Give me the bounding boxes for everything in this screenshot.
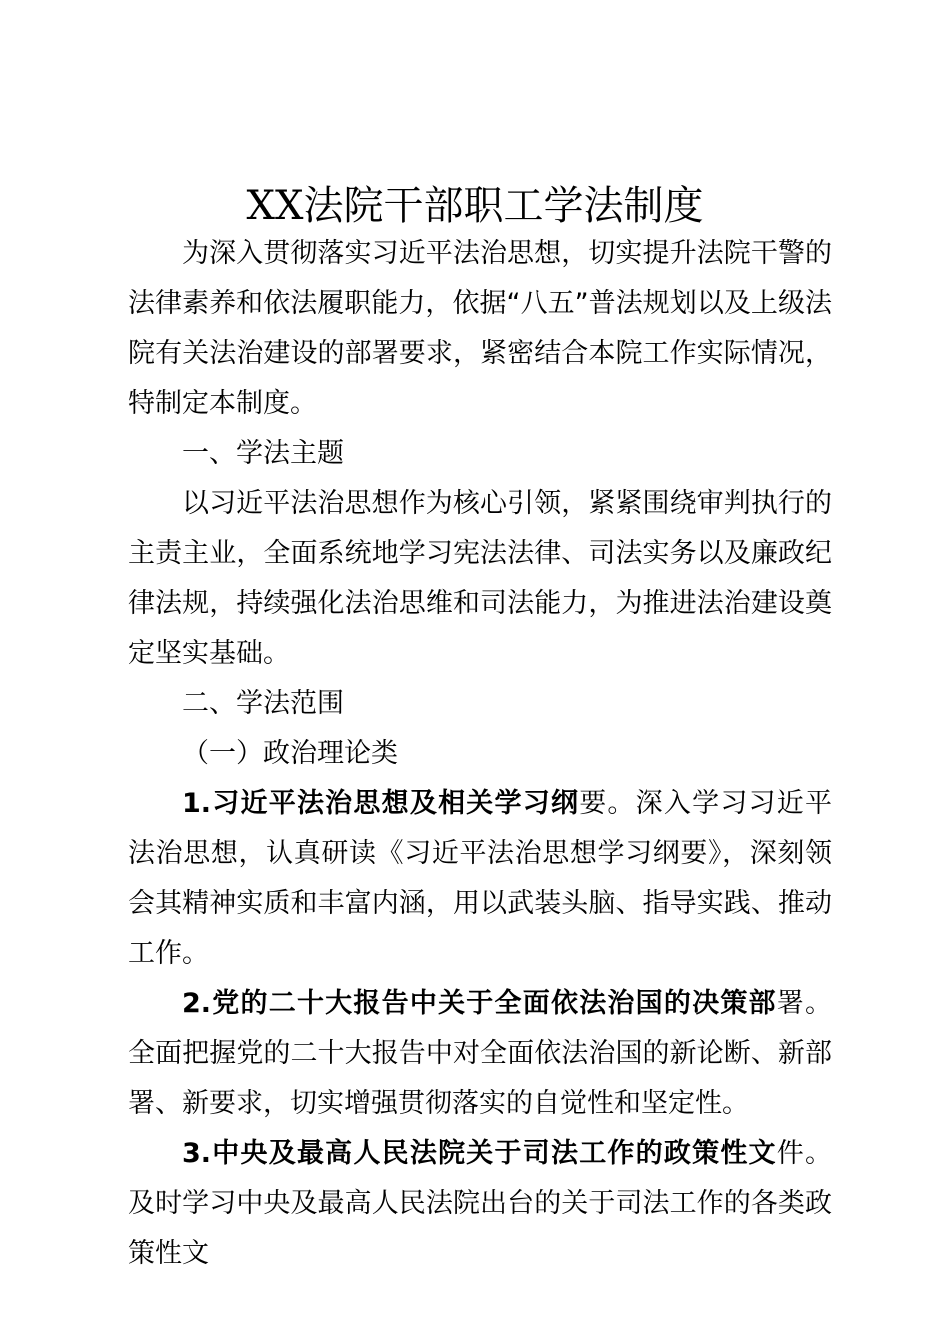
item-paragraph-2: [128, 979, 832, 1129]
theme-paragraph: 以习近平法治思想作为核心引领，紧紧围绕审判执行的主责主业，全面系统地学习宪法法律、司法实务以及廉政纪律法规，持续强化法治思维和司法能力，为推进法治建设奠定坚实基础。: [128, 488, 832, 669]
subsection-heading-politics: （一）政治理论类: [182, 738, 398, 769]
item-1-text: 要。深入学习习近平法治思想，认真研读《习近平法治思想学习纲要》，深刻领会其精神实质和丰富内涵，用以武装头脑、指导实践、推动工作。: [128, 788, 833, 969]
item-3-title: 3.中央及最高人民法院关于司法工作的政策性文: [182, 1138, 777, 1169]
item-1-title: 1.习近平法治思想及相关学习纲: [182, 788, 580, 819]
item-2-text: 署。全面把握党的二十大报告中对全面依法治国的新论断、新部署、新要求，切实增强贯彻落实的自觉性和坚定性。: [128, 988, 833, 1119]
section-heading-theme: 一、学法主题: [182, 438, 344, 469]
document-body: [128, 229, 832, 1279]
document-title: XX法院干部职工学法制度: [246, 183, 704, 229]
item-paragraph-3: [128, 1129, 832, 1279]
item-3-text: 件。及时学习中央及最高人民法院出台的关于司法工作的各类政策性文: [128, 1138, 833, 1269]
intro-paragraph: 为深入贯彻落实习近平法治思想，切实提升法院干警的法律素养和依法履职能力，依据“八五”普法规划以及上级法院有关法治建设的部署要求，紧密结合本院工作实际情况，特制定本制度。: [128, 238, 832, 419]
section-heading-scope: 二、学法范围: [182, 688, 344, 719]
item-2-title: 2.党的二十大报告中关于全面依法治国的决策部: [182, 988, 777, 1019]
item-paragraph-1: [128, 779, 832, 979]
